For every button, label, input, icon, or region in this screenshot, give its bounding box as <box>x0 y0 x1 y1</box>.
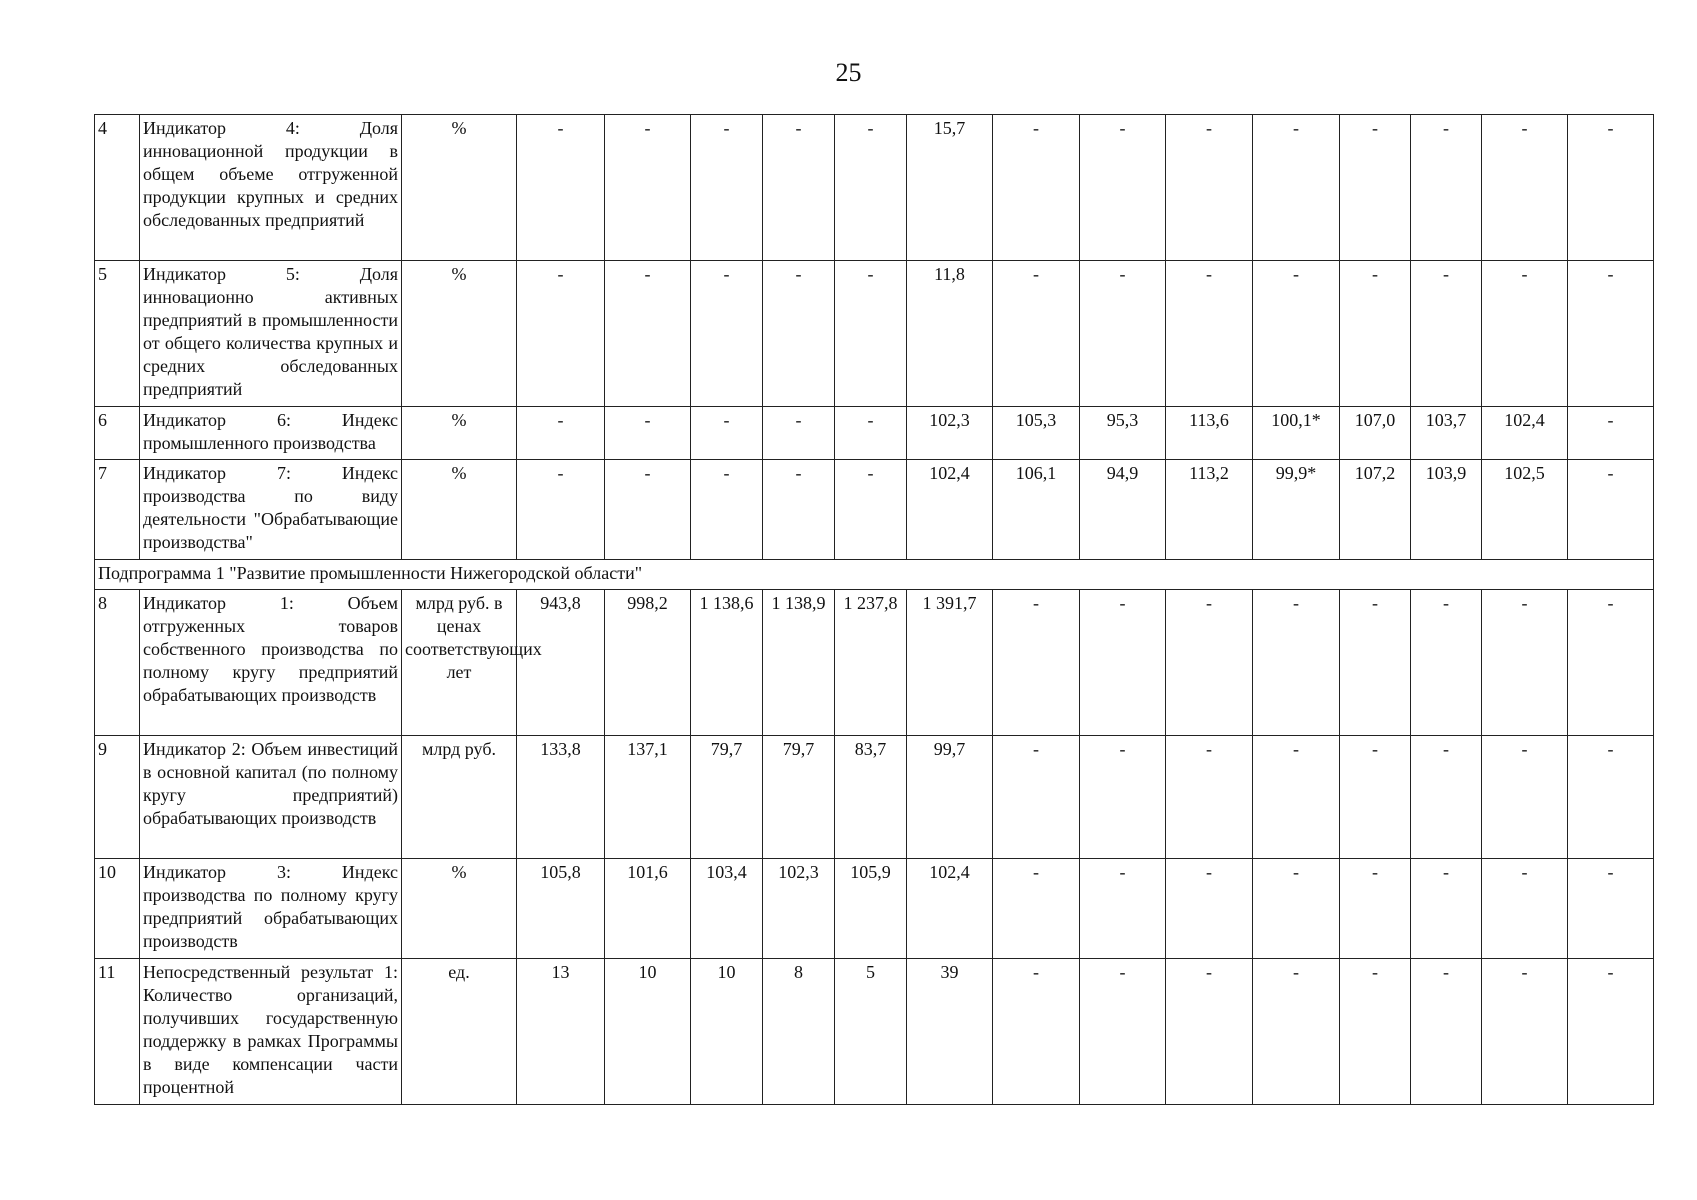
value-cell: - <box>1340 959 1411 1105</box>
value-cell: - <box>1340 590 1411 736</box>
value-cell: - <box>1568 736 1654 859</box>
value-cell: - <box>1568 115 1654 261</box>
value-cell: 99,7 <box>907 736 993 859</box>
value-cell: - <box>1166 261 1253 407</box>
value-cell: - <box>1340 859 1411 959</box>
value-cell: - <box>1411 959 1482 1105</box>
table-row <box>95 115 1654 261</box>
unit-cell: ед. <box>402 959 517 1105</box>
value-cell: - <box>993 859 1080 959</box>
value-cell: 1 138,6 <box>691 590 763 736</box>
value-cell: - <box>1411 590 1482 736</box>
value-cell: - <box>1253 590 1340 736</box>
row-number: 4 <box>95 115 140 261</box>
value-cell: - <box>1080 736 1166 859</box>
section-row <box>95 560 1654 590</box>
value-cell: 13 <box>517 959 605 1105</box>
subprogram-heading: Подпрограмма 1 "Развитие промышленности Нижегородской области" <box>95 560 1654 590</box>
value-cell: 102,4 <box>907 460 993 560</box>
value-cell: - <box>993 959 1080 1105</box>
value-cell: - <box>835 407 907 460</box>
value-cell: - <box>763 261 835 407</box>
row-number: 6 <box>95 407 140 460</box>
value-cell: - <box>1253 261 1340 407</box>
indicator-name: Индикатор 5: Доля инновационно активных предприятий в промышленности от общего количества крупных и средних обследованных предприятий <box>140 261 402 407</box>
value-cell: 1 138,9 <box>763 590 835 736</box>
value-cell: 100,1* <box>1253 407 1340 460</box>
value-cell: - <box>993 736 1080 859</box>
value-cell: 1 391,7 <box>907 590 993 736</box>
value-cell: 95,3 <box>1080 407 1166 460</box>
value-cell: 101,6 <box>605 859 691 959</box>
value-cell: 15,7 <box>907 115 993 261</box>
value-cell: - <box>1080 859 1166 959</box>
row-number: 10 <box>95 859 140 959</box>
value-cell: 137,1 <box>605 736 691 859</box>
value-cell: 102,3 <box>763 859 835 959</box>
value-cell: - <box>605 115 691 261</box>
value-cell: - <box>1166 590 1253 736</box>
value-cell: 107,2 <box>1340 460 1411 560</box>
value-cell: - <box>1253 115 1340 261</box>
value-cell: 10 <box>691 959 763 1105</box>
unit-cell: млрд руб. <box>402 736 517 859</box>
value-cell: 106,1 <box>993 460 1080 560</box>
value-cell: - <box>1568 859 1654 959</box>
value-cell: - <box>993 115 1080 261</box>
indicators-table <box>94 114 1654 1105</box>
value-cell: - <box>517 407 605 460</box>
value-cell: - <box>1166 736 1253 859</box>
value-cell: - <box>1482 590 1568 736</box>
row-number: 7 <box>95 460 140 560</box>
value-cell: - <box>835 115 907 261</box>
value-cell: - <box>517 460 605 560</box>
indicator-name: Индикатор 1: Объем отгруженных товаров собственного производства по полному кругу предприятий обрабатывающих производств <box>140 590 402 736</box>
table-row <box>95 859 1654 959</box>
value-cell: - <box>1411 115 1482 261</box>
value-cell: 103,4 <box>691 859 763 959</box>
value-cell: - <box>517 115 605 261</box>
value-cell: - <box>605 460 691 560</box>
value-cell: - <box>1080 115 1166 261</box>
unit-cell: млрд руб. в ценах соответствующих лет <box>402 590 517 736</box>
value-cell: - <box>1340 736 1411 859</box>
indicator-name: Индикатор 4: Доля инновационной продукции в общем объеме отгруженной продукции крупных и средних обследованных предприятий <box>140 115 402 261</box>
value-cell: 102,4 <box>1482 407 1568 460</box>
value-cell: - <box>1080 959 1166 1105</box>
value-cell: - <box>1482 261 1568 407</box>
value-cell: 943,8 <box>517 590 605 736</box>
value-cell: - <box>1482 736 1568 859</box>
value-cell: - <box>691 261 763 407</box>
table-row <box>95 959 1654 1105</box>
value-cell: - <box>517 261 605 407</box>
value-cell: 113,2 <box>1166 460 1253 560</box>
value-cell: - <box>1340 115 1411 261</box>
value-cell: - <box>993 590 1080 736</box>
value-cell: - <box>1080 590 1166 736</box>
value-cell: 105,3 <box>993 407 1080 460</box>
value-cell: 105,8 <box>517 859 605 959</box>
value-cell: 107,0 <box>1340 407 1411 460</box>
value-cell: 11,8 <box>907 261 993 407</box>
table-row <box>95 261 1654 407</box>
row-number: 5 <box>95 261 140 407</box>
value-cell: - <box>763 460 835 560</box>
unit-cell: % <box>402 261 517 407</box>
value-cell: 94,9 <box>1080 460 1166 560</box>
value-cell: - <box>1166 959 1253 1105</box>
value-cell: - <box>1482 859 1568 959</box>
value-cell: - <box>605 261 691 407</box>
unit-cell: % <box>402 460 517 560</box>
value-cell: - <box>835 261 907 407</box>
value-cell: - <box>1253 859 1340 959</box>
value-cell: 5 <box>835 959 907 1105</box>
unit-cell: % <box>402 115 517 261</box>
value-cell: - <box>763 407 835 460</box>
value-cell: 103,9 <box>1411 460 1482 560</box>
value-cell: 102,3 <box>907 407 993 460</box>
indicator-name: Индикатор 3: Индекс производства по полному кругу предприятий обрабатывающих производств <box>140 859 402 959</box>
value-cell: - <box>1411 859 1482 959</box>
value-cell: 105,9 <box>835 859 907 959</box>
indicator-name: Непосредственный результат 1: Количество организаций, получивших государственную поддержку в рамках Программы в виде компенсации части процентной <box>140 959 402 1105</box>
value-cell: 1 237,8 <box>835 590 907 736</box>
value-cell: - <box>1166 859 1253 959</box>
value-cell: 8 <box>763 959 835 1105</box>
value-cell: 113,6 <box>1166 407 1253 460</box>
table-row <box>95 590 1654 736</box>
value-cell: - <box>1568 460 1654 560</box>
value-cell: - <box>1411 261 1482 407</box>
value-cell: - <box>1340 261 1411 407</box>
value-cell: 83,7 <box>835 736 907 859</box>
value-cell: - <box>1568 261 1654 407</box>
value-cell: 39 <box>907 959 993 1105</box>
value-cell: - <box>1482 959 1568 1105</box>
value-cell: - <box>1568 590 1654 736</box>
value-cell: 102,5 <box>1482 460 1568 560</box>
row-number: 8 <box>95 590 140 736</box>
table-row <box>95 407 1654 460</box>
indicator-name: Индикатор 2: Объем инвестиций в основной капитал (по полному кругу предприятий) обрабатывающих производств <box>140 736 402 859</box>
unit-cell: % <box>402 407 517 460</box>
value-cell: - <box>1568 959 1654 1105</box>
table-row <box>95 736 1654 859</box>
value-cell: - <box>1482 115 1568 261</box>
value-cell: - <box>1166 115 1253 261</box>
value-cell: 102,4 <box>907 859 993 959</box>
value-cell: 79,7 <box>691 736 763 859</box>
value-cell: 133,8 <box>517 736 605 859</box>
value-cell: - <box>1080 261 1166 407</box>
value-cell: - <box>1411 736 1482 859</box>
value-cell: - <box>763 115 835 261</box>
value-cell: - <box>835 460 907 560</box>
value-cell: - <box>691 460 763 560</box>
table-body <box>95 115 1654 1105</box>
value-cell: - <box>1568 407 1654 460</box>
value-cell: 79,7 <box>763 736 835 859</box>
value-cell: 998,2 <box>605 590 691 736</box>
unit-cell: % <box>402 859 517 959</box>
table-row <box>95 460 1654 560</box>
value-cell: 10 <box>605 959 691 1105</box>
row-number: 9 <box>95 736 140 859</box>
value-cell: 103,7 <box>1411 407 1482 460</box>
value-cell: - <box>993 261 1080 407</box>
value-cell: 99,9* <box>1253 460 1340 560</box>
value-cell: - <box>1253 959 1340 1105</box>
indicator-name: Индикатор 7: Индекс производства по виду деятельности "Обрабатывающие производства" <box>140 460 402 560</box>
page-number: 25 <box>835 58 862 87</box>
value-cell: - <box>605 407 691 460</box>
value-cell: - <box>1253 736 1340 859</box>
value-cell: - <box>691 115 763 261</box>
row-number: 11 <box>95 959 140 1105</box>
value-cell: - <box>691 407 763 460</box>
indicator-name: Индикатор 6: Индекс промышленного производства <box>140 407 402 460</box>
